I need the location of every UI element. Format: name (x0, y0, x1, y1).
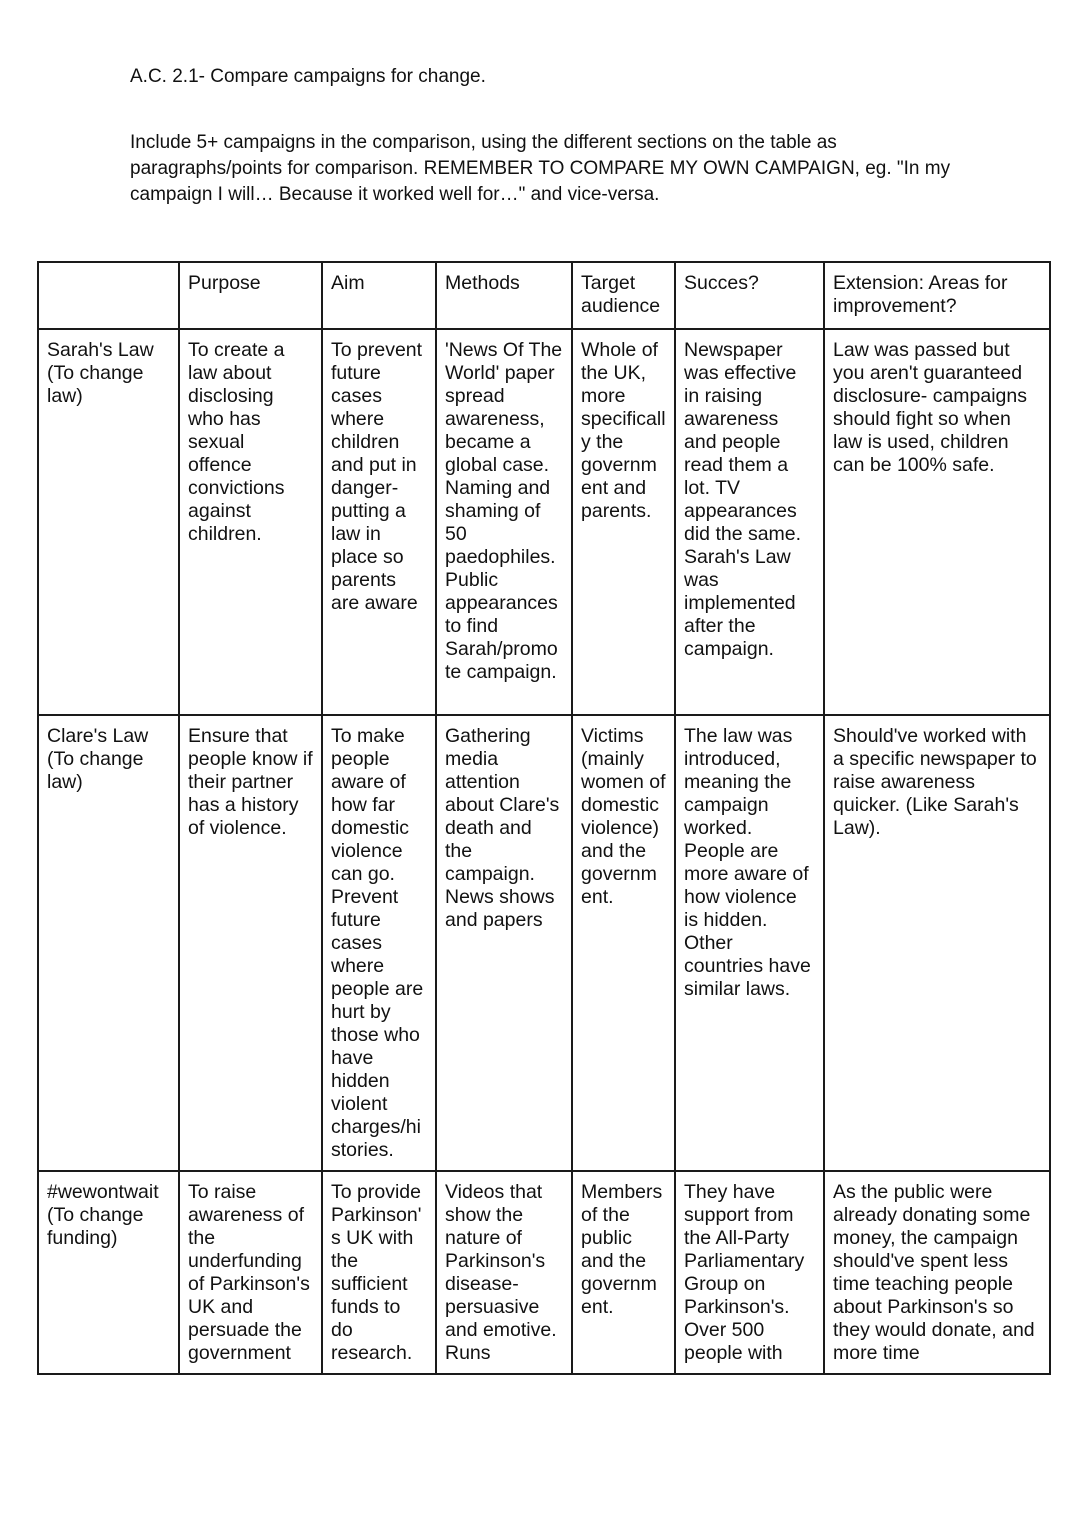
header-aim: Aim (322, 262, 436, 329)
table-row (38, 329, 1050, 715)
aim-cell: To make people aware of how far domestic violence can go. Prevent future cases where people are hurt by those who have hidden violent charges/histories. (322, 715, 436, 1171)
success-cell: They have support from the All-Party Parliamentary Group on Parkinson's. Over 500 people with (675, 1171, 824, 1374)
header-cell-empty (38, 262, 179, 329)
improvement-cell: Law was passed but you aren't guaranteed disclosure- campaigns should fight so when law is used, children can be 100% safe. (824, 329, 1050, 715)
header-success: Succes? (675, 262, 824, 329)
target-audience-cell: Whole of the UK, more specifically the government and parents. (572, 329, 675, 715)
table-header-row (38, 262, 1050, 329)
purpose-cell: To raise awareness of the underfunding of Parkinson's UK and persuade the government (179, 1171, 322, 1374)
improvement-cell: Should've worked with a specific newspaper to raise awareness quicker. (Like Sarah's Law). (824, 715, 1050, 1171)
instructions (130, 130, 970, 208)
success-cell: Newspaper was effective in raising awareness and people read them a lot. TV appearances did the same. Sarah's Law was implemented after the campaign. (675, 329, 824, 715)
table-row (38, 1171, 1050, 1374)
purpose-cell: To create a law about disclosing who has sexual offence convictions against children. (179, 329, 322, 715)
table-row (38, 715, 1050, 1171)
success-cell: The law was introduced, meaning the campaign worked. People are more aware of how violence is hidden. Other countries have similar laws. (675, 715, 824, 1171)
campaign-name: Clare's Law (To change law) (38, 715, 179, 1171)
campaign-name: Sarah's Law (To change law) (38, 329, 179, 715)
methods-cell: 'News Of The World' paper spread awareness, became a global case. Naming and shaming of 50 paedophiles. Public appearances to find Sarah/promote campaign. (436, 329, 572, 715)
improvement-cell: As the public were already donating some money, the campaign should've spent less time teaching people about Parkinson's so they would donate, and more time (824, 1171, 1050, 1374)
aim-cell: To provide Parkinson's UK with the sufficient funds to do research. (322, 1171, 436, 1374)
header-improvement: Extension: Areas for improvement? (824, 262, 1050, 329)
header-target-audience: Target audience (572, 262, 675, 329)
target-audience-cell: Victims (mainly women of domestic violence) and the government. (572, 715, 675, 1171)
methods-cell: Gathering media attention about Clare's death and the campaign. News shows and papers (436, 715, 572, 1171)
methods-cell: Videos that show the nature of Parkinson's disease- persuasive and emotive. Runs (436, 1171, 572, 1374)
target-audience-cell: Members of the public and the government. (572, 1171, 675, 1374)
document-heading: A.C. 2.1- Compare campaigns for change. (130, 66, 486, 87)
campaign-name: #wewontwait (To change funding) (38, 1171, 179, 1374)
purpose-cell: Ensure that people know if their partner has a history of violence. (179, 715, 322, 1171)
comparison-table (37, 261, 1051, 1375)
header-purpose: Purpose (179, 262, 322, 329)
header-methods: Methods (436, 262, 572, 329)
aim-cell: To prevent future cases where children and put in danger- putting a law in place so parents are aware (322, 329, 436, 715)
instructions-text: Include 5+ campaigns in the comparison, using the different sections on the table as paragraphs/points for comparison. REMEMBER TO COMPARE MY OWN CAMPAIGN, eg. "In my campaign I will… Because it worked well for…" and vice-versa. (130, 132, 951, 205)
